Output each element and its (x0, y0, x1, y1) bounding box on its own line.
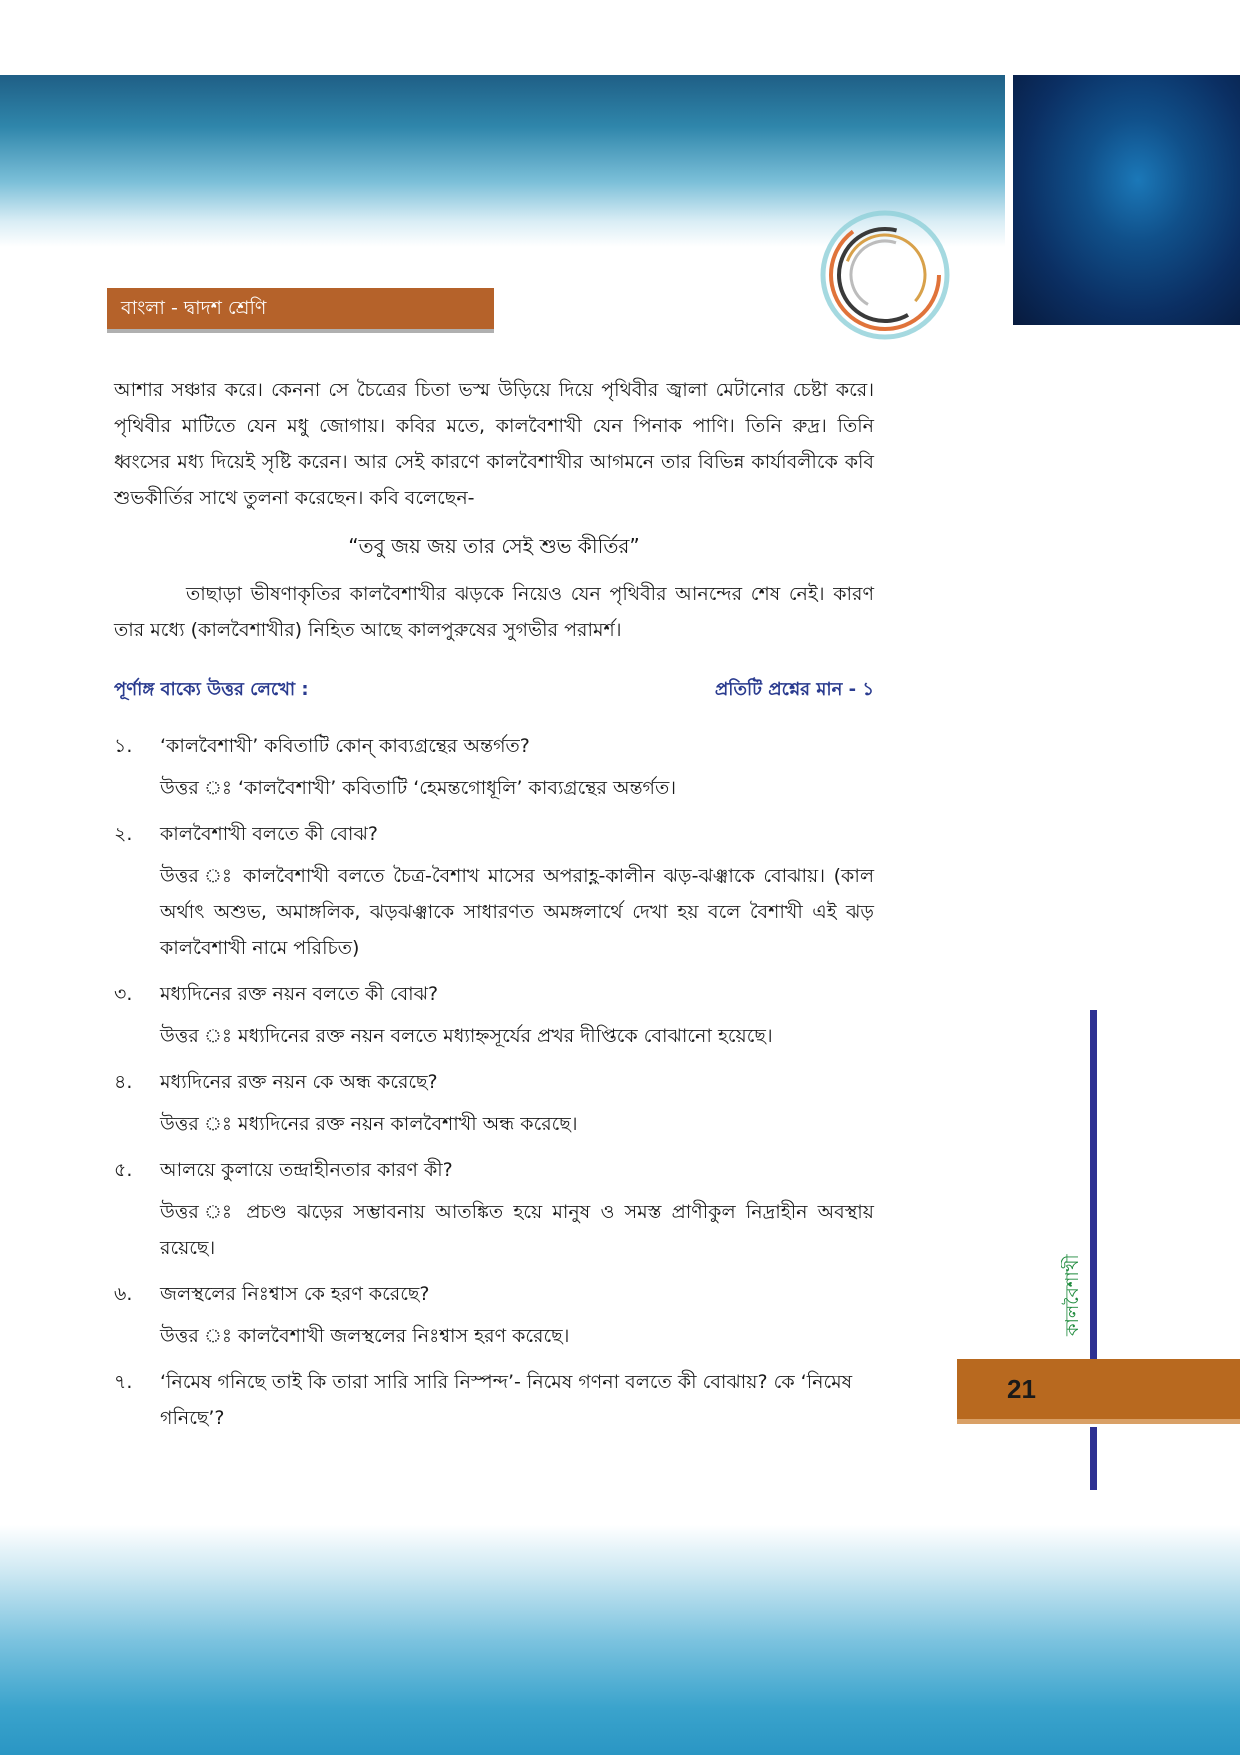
question-number: ২. (114, 823, 133, 845)
qa-item-5 (114, 1152, 874, 1266)
top-right-blue-block (1013, 75, 1240, 325)
intro-paragraph-1: আশার সঞ্চার করে। কেননা সে চৈত্রের চিতা ভস্ম উড়িয়ে দিয়ে পৃথিবীর জ্বালা মেটানোর চেষ্টা করে। পৃথিবীর মাটিতে যেন মধু জোগায়। কবির মতে, কালবৈশাখী যেন পিনাক পাণি। তিনি রুদ্র। তিনি ধ্বংসের মধ্য দিয়েই সৃষ্টি করেন। আর সেই কারণে কালবৈশাখীর আগমনে তার বিভিন্ন কার্যাবলীকে কবি শুভকীর্তির সাথে তুলনা করেছেন। কবি বলেছেন- (114, 379, 874, 509)
qa-item-3 (114, 976, 874, 1054)
answer-text: উত্তর ঃ ‘কালবৈশাখী’ কবিতাটি ‘হেমন্তগোধূলি’ কাব্যগ্রন্থের অন্তর্গত। (160, 777, 677, 799)
question-number: ৩. (114, 983, 133, 1005)
question-number: ৬. (114, 1283, 133, 1305)
question-number: ৪. (114, 1071, 133, 1093)
answer-text: উত্তর ঃ মধ্যদিনের রক্ত নয়ন বলতে মধ্যাহ্নসূর্যের প্রখর দীপ্তিকে বোঝানো হয়েছে। (160, 1025, 773, 1047)
question-text: মধ্যদিনের রক্ত নয়ন বলতে কী বোঝ? (160, 983, 439, 1005)
section-heading (114, 672, 874, 708)
question-number: ৭. (114, 1371, 133, 1393)
qa-item-7 (114, 1364, 874, 1436)
poem-quote: “তবু জয় জয় তার সেই শুভ কীর্তির” (348, 534, 640, 558)
question-text: ‘কালবৈশাখী’ কবিতাটি কোন্ কাব্যগ্রন্থের অন্তর্গত? (160, 735, 530, 757)
intro-paragraph-2: তাছাড়া ভীষণাকৃতির কালবৈশাখীর ঝড়কে নিয়েও যেন পৃথিবীর আনন্দের শেষ নেই। কারণ তার মধ্যে (কালবৈশাখীর) নিহিত আছে কালপুরুষের সুগভীর পরামর্শ। (114, 583, 874, 641)
answer-text: উত্তর ঃ প্রচণ্ড ঝড়ের সম্ভাবনায় আতঙ্কিত হয়ে মানুষ ও সমস্ত প্রাণীকুল নিদ্রাহীন অবস্থায় রয়েছে। (160, 1201, 874, 1259)
page-number: 21 (957, 1359, 1240, 1419)
answer-text: উত্তর ঃ মধ্যদিনের রক্ত নয়ন কালবৈশাখী অন্ধ করেছে। (160, 1113, 578, 1135)
qa-item-6 (114, 1276, 874, 1354)
qa-item-2 (114, 816, 874, 966)
book-title-tag: বাংলা - দ্বাদশ শ্রেণি (107, 288, 494, 329)
answer-text: উত্তর ঃ কালবৈশাখী জলস্থলের নিঃশ্বাস হরণ করেছে। (160, 1325, 570, 1347)
rings-logo-icon (815, 205, 955, 345)
qa-item-4 (114, 1064, 874, 1142)
section-instruction: পূর্ণাঙ্গ বাক্যে উত্তর লেখো : (114, 679, 309, 700)
section-marks: প্রতিটি প্রশ্নের মান - ১ (714, 679, 874, 700)
question-text: আলয়ে কুলায়ে তন্দ্রাহীনতার কারণ কী? (160, 1159, 453, 1181)
question-number: ৫. (114, 1159, 133, 1181)
answer-text: উত্তর ঃ কালবৈশাখী বলতে চৈত্র-বৈশাখ মাসের অপরাহ্ণ-কালীন ঝড়-ঝঞ্ঝাকে বোঝায়। (কাল অর্থাৎ অশুভ, অমাঙ্গলিক, ঝড়ঝঞ্ঝাকে সাধারণত অমঙ্গলার্থে দেখা হয় বলে বৈশাখী এই ঝড় কালবৈশাখী নামে পরিচিত) (160, 865, 874, 959)
page-content (114, 372, 874, 1446)
question-number: ১. (114, 735, 133, 757)
question-text: জলস্থলের নিঃশ্বাস কে হরণ করেছে? (160, 1283, 430, 1305)
question-text: মধ্যদিনের রক্ত নয়ন কে অন্ধ করেছে? (160, 1071, 438, 1093)
question-text: ‘নিমেষ গনিছে তাই কি তারা সারি সারি নিস্পন্দ’- নিমেষ গণনা বলতে কী বোঝায়? কে ‘নিমেষ গনিছে’? (160, 1371, 853, 1429)
bottom-decorative-band (0, 1525, 1240, 1755)
qa-item-1 (114, 728, 874, 806)
chapter-title-vertical: কালবৈশাখী (1062, 1254, 1083, 1336)
question-text: কালবৈশাখী বলতে কী বোঝ? (160, 823, 378, 845)
